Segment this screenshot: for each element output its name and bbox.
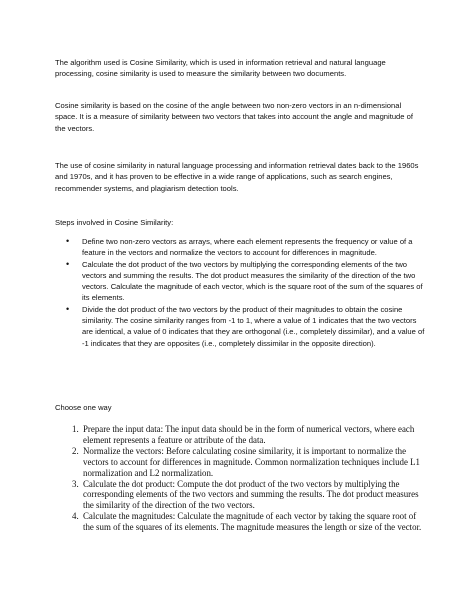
list-item [55,304,427,349]
list-item [55,259,427,304]
item-text: Normalize the vectors: Before calculating cosine similarity, it is important to normalize the vectors to account for differences in magnitude. Common normalization techniques include L1 normalization and L2 normalization. [83,445,420,478]
step-text: Define two non-zero vectors as arrays, where each element represents the frequency or value of a feature in the vectors and normalize the vectors to account for differences in magnitude. [82,237,413,258]
item-number: 3. [72,478,79,489]
item-text: Calculate the dot product: Compute the dot product of the two vectors by multiplying the corresponding elements of the two vectors and summing the results. The dot product measures the similarity of the direction of the two vectors. [83,478,419,511]
item-text: Calculate the magnitudes: Calculate the magnitude of each vector by taking the square root of the sum of the squares of its elements. The magnitude measures the length or size of the vector. [83,511,422,533]
choose-list [55,424,423,533]
bullet-icon: • [66,236,70,246]
bullet-icon: • [66,258,70,269]
bullet-icon: • [66,303,70,314]
steps-heading: Steps involved in Cosine Similarity: [55,218,174,227]
item-text: Prepare the input data: The input data should be in the form of numerical vectors, where each element represents a feature or attribute of the data. [83,424,415,445]
step-text: Divide the dot product of the two vectors by the product of their magnitudes to obtain the cosine similarity. The cosine similarity ranges from -1 to 1, where a value of 1 indicates that the two vectors are identical, a value of 0 indicates that they are orthogonal (i.e., completely dissimilar), and a value of -1 indicates that they are opposites (i.e., completely dissimilar in the opposite direction). [82,304,425,348]
step-text: Calculate the dot product of the two vectors by multiplying the corresponding elements of the two vectors and summing the results. The dot product measures the similarity of the direction of the two vectors. Calculate the magnitude of each vector, which is the square root of the sum of the squares of its elements. [82,259,423,303]
list-item [55,446,423,479]
history-paragraph: The use of cosine similarity in natural language processing and information retrieval dates back to the 1960s and 1970s, and it has proven to be effective in a wide range of applications, such as search engines, recommender systems, and plagiarism detection tools. [55,161,419,193]
list-item [55,236,427,259]
intro-paragraph: The algorithm used is Cosine Similarity, which is used in information retrieval and natural language processing, cosine similarity is used to measure the similarity between two documents. [55,58,386,79]
list-item [55,511,423,533]
list-item [55,424,423,446]
item-number: 2. [72,445,79,456]
choose-heading: Choose one way [55,403,112,412]
item-number: 4. [72,511,79,522]
list-item [55,479,423,512]
steps-list [55,236,427,349]
item-number: 1. [72,424,79,434]
definition-paragraph: Cosine similarity is based on the cosine of the angle between two non-zero vectors in an n-dimensional space. It is a measure of similarity between two vectors that takes into account the angle and magnitude of the vectors. [55,101,413,133]
